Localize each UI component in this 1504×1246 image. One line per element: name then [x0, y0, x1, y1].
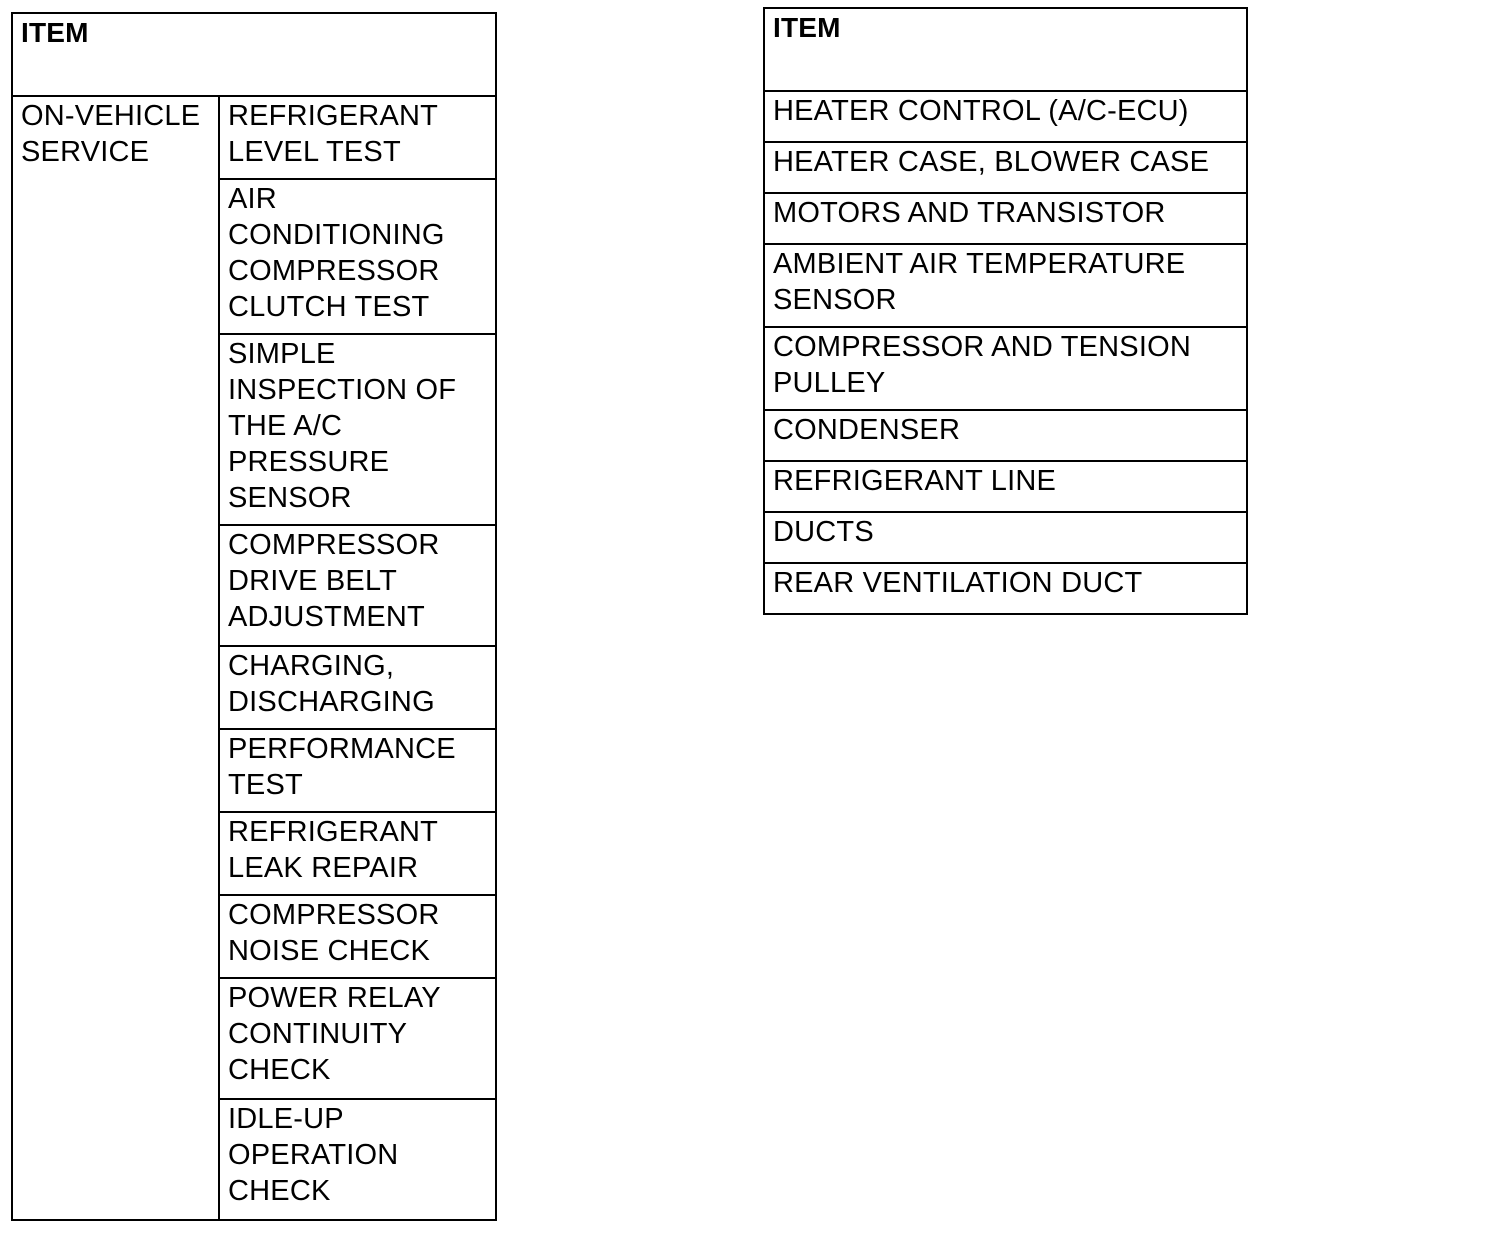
table-cell-item: CONDENSER [764, 410, 1247, 461]
table-row [764, 244, 1247, 327]
table-row [764, 193, 1247, 244]
table-row [764, 512, 1247, 563]
table-cell-item: REFRIGERANT LINE [764, 461, 1247, 512]
table-row [764, 91, 1247, 142]
table-cell-item: PERFORMANCE TEST [219, 729, 496, 812]
component-items-table [763, 7, 1248, 615]
table-cell-item: CHARGING, DISCHARGING [219, 646, 496, 729]
table-cell-item: COMPRESSOR AND TENSION PULLEY [764, 327, 1247, 410]
table-row [764, 563, 1247, 614]
table-row [764, 142, 1247, 193]
table-cell-item: IDLE-UP OPERATION CHECK [219, 1099, 496, 1220]
table-row [764, 461, 1247, 512]
table-cell-item: COMPRESSOR NOISE CHECK [219, 895, 496, 978]
table-cell-item: COMPRESSOR DRIVE BELT ADJUSTMENT [219, 525, 496, 646]
table-cell-item: SIMPLE INSPECTION OF THE A/C PRESSURE SENSOR [219, 334, 496, 525]
table-cell-item: REFRIGERANT LEAK REPAIR [219, 812, 496, 895]
table-cell-item: AIR CONDITIONING COMPRESSOR CLUTCH TEST [219, 179, 496, 334]
table-header-item: ITEM [12, 13, 496, 96]
table-cell-item: POWER RELAY CONTINUITY CHECK [219, 978, 496, 1099]
table-cell-item: HEATER CASE, BLOWER CASE [764, 142, 1247, 193]
table-cell-item: MOTORS AND TRANSISTOR [764, 193, 1247, 244]
table-cell-item: REAR VENTILATION DUCT [764, 563, 1247, 614]
table-row [12, 96, 496, 179]
group-label-on-vehicle-service: ON-VEHICLE SERVICE [12, 96, 219, 1220]
table-cell-item: REFRIGERANT LEVEL TEST [219, 96, 496, 179]
table-header-row [12, 13, 496, 96]
table-cell-item: HEATER CONTROL (A/C-ECU) [764, 91, 1247, 142]
service-items-table [11, 12, 497, 1221]
table-header-row [764, 8, 1247, 91]
table-row [764, 410, 1247, 461]
table-cell-item: DUCTS [764, 512, 1247, 563]
table-header-item: ITEM [764, 8, 1247, 91]
table-row [764, 327, 1247, 410]
table-cell-item: AMBIENT AIR TEMPERATURE SENSOR [764, 244, 1247, 327]
